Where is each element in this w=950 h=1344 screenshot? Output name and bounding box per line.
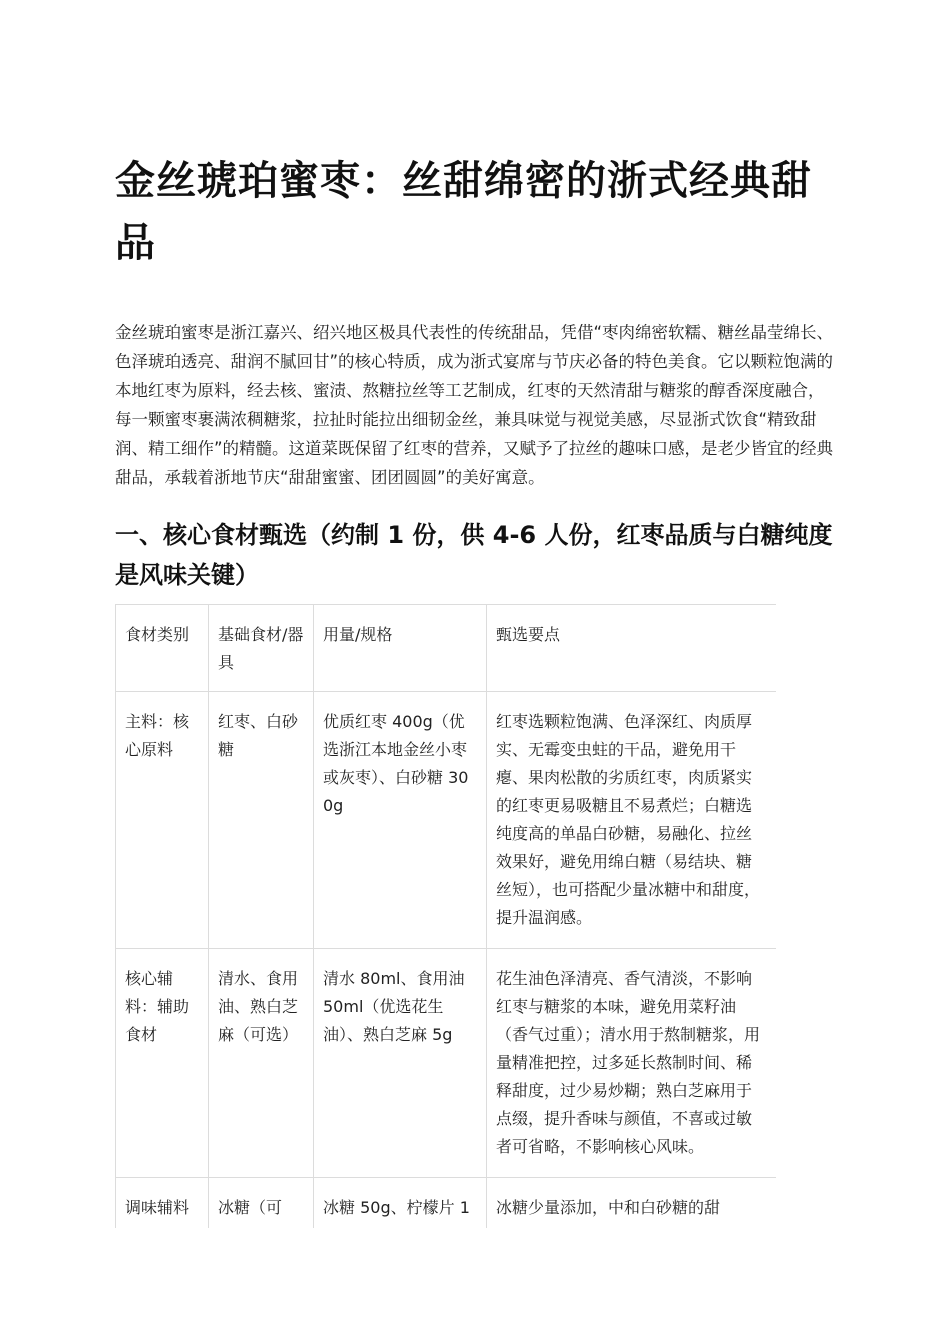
table-cell-ingredients: 冰糖（可 [209,1178,314,1229]
intro-paragraph: 金丝琥珀蜜枣是浙江嘉兴、绍兴地区极具代表性的传统甜品，凭借“枣肉绵密软糯、糖丝晶莹绵长、色泽琥珀透亮、甜润不腻回甘”的核心特质，成为浙式宴席与节庆必备的特色美食。它以颗粒饱满的本地红枣为原料，经去核、蜜渍、熬糖拉丝等工艺制成，红枣的天然清甜与糖浆的醇香深度融合，每一颗蜜枣裹满浓稠糖浆，拉扯时能拉出细韧金丝，兼具味觉与视觉美感，尽显浙式饮食“精致甜润、精工细作”的精髓。这道菜既保留了红枣的营养，又赋予了拉丝的趣味口感，是老少皆宜的经典甜品，承载着浙地节庆“甜甜蜜蜜、团团圆圆”的美好寓意。 [115,323,834,487]
table-cell-amount: 优质红枣 400g（优选浙江本地金丝小枣或灰枣）、白砂糖 300g [314,692,487,949]
table-cell-tips: 冰糖少量添加，中和白砂糖的甜 [487,1178,777,1229]
table-header-cell: 基础食材/器具 [209,605,314,692]
table-cell-amount: 清水 80ml、食用油 50ml（优选花生油）、熟白芝麻 5g [314,949,487,1178]
table-cell-amount: 冰糖 50g、柠檬片 1 [314,1178,487,1229]
table-header-cell: 用量/规格 [314,605,487,692]
table-cell-category: 调味辅料 [116,1178,209,1229]
table-cell-ingredients: 清水、食用油、熟白芝麻（可选） [209,949,314,1178]
table-cell-tips: 花生油色泽清亮、香气清淡，不影响红枣与糖浆的本味，避免用菜籽油（香气过重）；清水用于熬制糖浆，用量精准把控，过多延长熬制时间、稀释甜度，过少易炒糊；熟白芝麻用于点缀，提升香味与颜值，不喜或过敏者可省略，不影响核心风味。 [487,949,777,1178]
table-cell-category: 核心辅料：辅助食材 [116,949,209,1178]
table-header-cell: 甄选要点 [487,605,777,692]
section-heading-ingredients: 一、核心食材甄选（约制 1 份，供 4-6 人份，红枣品质与白糖纯度是风味关键） [115,521,833,589]
ingredients-table [115,604,776,1228]
table-row [116,1178,777,1229]
table-row [116,949,777,1178]
table-header-row [116,605,777,692]
table-row [116,692,777,949]
table-cell-category: 主料：核心原料 [116,692,209,949]
ingredients-table-container [115,604,776,1228]
table-header-cell: 食材类别 [116,605,209,692]
article-title: 金丝琥珀蜜枣：丝甜绵密的浙式经典甜品 [115,158,812,266]
table-cell-tips: 红枣选颗粒饱满、色泽深红、肉质厚实、无霉变虫蛀的干品，避免用干瘪、果肉松散的劣质红枣，肉质紧实的红枣更易吸糖且不易煮烂；白糖选纯度高的单晶白砂糖，易融化、拉丝效果好，避免用绵白糖（易结块、糖丝短），也可搭配少量冰糖中和甜度，提升温润感。 [487,692,777,949]
table-cell-ingredients: 红枣、白砂糖 [209,692,314,949]
